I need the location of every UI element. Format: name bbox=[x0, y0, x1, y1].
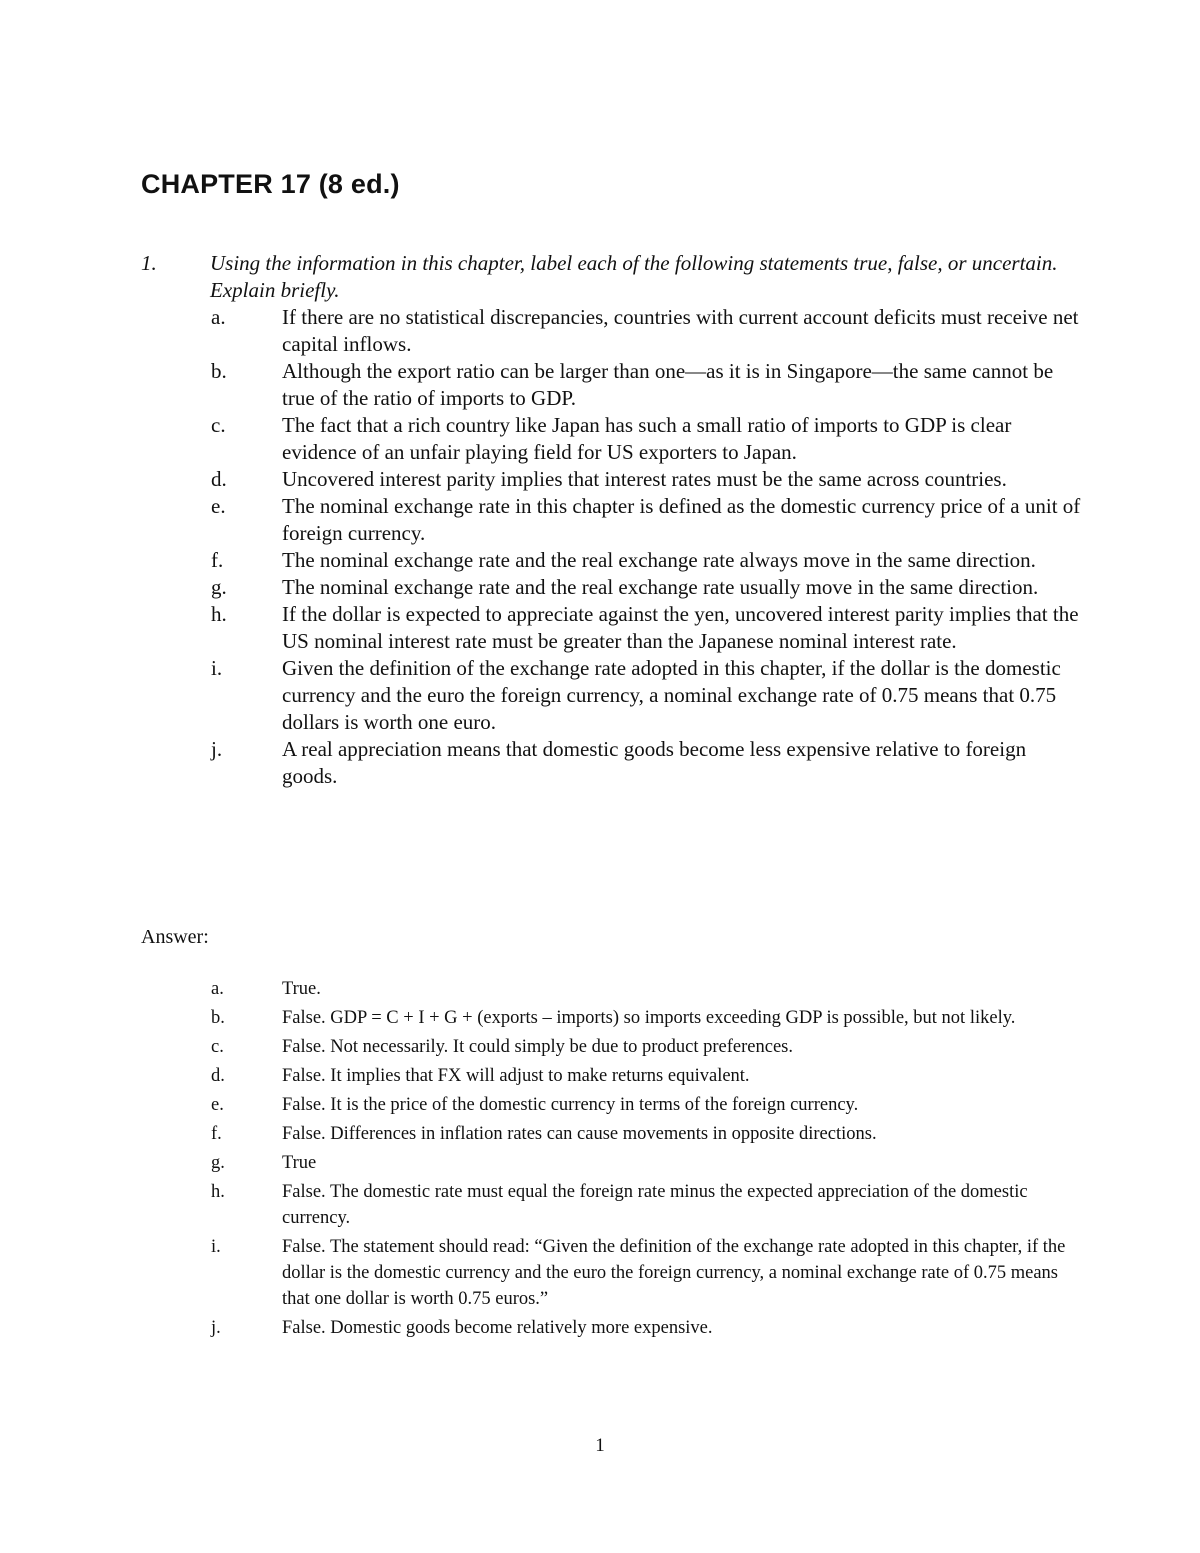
answer-letter: c. bbox=[211, 1037, 224, 1057]
question-prompt bbox=[141, 250, 1081, 304]
answer-text: False. The domestic rate must equal the foreign rate minus the expected appreciation of the domestic currency. bbox=[282, 1182, 1028, 1228]
answer-letter: b. bbox=[211, 1008, 225, 1028]
answer-text: False. It is the price of the domestic currency in terms of the foreign currency. bbox=[282, 1095, 859, 1115]
statement-item bbox=[141, 493, 1081, 547]
answer-letter: a. bbox=[211, 979, 224, 999]
answer-item bbox=[141, 1063, 1081, 1089]
question-1 bbox=[141, 250, 1081, 790]
statement-text: If there are no statistical discrepancies, countries with current account deficits must receive net capital inflows. bbox=[282, 305, 1079, 356]
statement-item bbox=[141, 601, 1081, 655]
statement-text: The nominal exchange rate in this chapter is defined as the domestic currency price of a unit of foreign currency. bbox=[282, 494, 1081, 545]
answer-letter: g. bbox=[211, 1153, 225, 1173]
statement-text: The fact that a rich country like Japan has such a small ratio of imports to GDP is clear evidence of an unfair playing field for US exporters to Japan. bbox=[282, 413, 1012, 464]
answer-text: False. Domestic goods become relatively more expensive. bbox=[282, 1318, 713, 1338]
statement-text: The nominal exchange rate and the real exchange rate always move in the same direction. bbox=[282, 548, 1036, 572]
chapter-title: CHAPTER 17 (8 ed.) bbox=[141, 169, 400, 199]
question-text: Using the information in this chapter, label each of the following statements true, false, or uncertain. Explain briefly. bbox=[210, 251, 1058, 302]
statement-item bbox=[141, 358, 1081, 412]
statement-item bbox=[141, 547, 1081, 574]
statement-letter: f. bbox=[211, 548, 224, 572]
statement-item bbox=[141, 574, 1081, 601]
answer-letter: i. bbox=[211, 1237, 221, 1257]
statement-list bbox=[141, 304, 1081, 790]
answer-item bbox=[141, 1092, 1081, 1118]
page-number: 1 bbox=[595, 1435, 605, 1456]
statement-letter: j. bbox=[211, 737, 223, 761]
answer-letter: e. bbox=[211, 1095, 224, 1115]
statement-letter: a. bbox=[211, 305, 226, 329]
statement-text: Given the definition of the exchange rate adopted in this chapter, if the dollar is the domestic currency and the euro the foreign currency, a nominal exchange rate of 0.75 means that 0.75 dollars is worth one euro. bbox=[282, 656, 1061, 734]
answer-text: True bbox=[282, 1153, 317, 1173]
statement-letter: e. bbox=[211, 494, 226, 518]
answer-text: False. The statement should read: “Given the definition of the exchange rate adopted in this chapter, if the dollar is the domestic currency and the euro the foreign currency, a nominal exchange rate of 0.75 means that one dollar is worth 0.75 euros.” bbox=[282, 1237, 1066, 1309]
statement-letter: b. bbox=[211, 359, 227, 383]
answer-letter: f. bbox=[211, 1124, 222, 1144]
answer-item bbox=[141, 1121, 1081, 1147]
statement-letter: i. bbox=[211, 656, 223, 680]
answer-text: False. GDP = C + I + G + (exports – imports) so imports exceeding GDP is possible, but not likely. bbox=[282, 1008, 1016, 1028]
statement-text: Although the export ratio can be larger than one—as it is in Singapore—the same cannot be true of the ratio of imports to GDP. bbox=[282, 359, 1054, 410]
answer-item bbox=[141, 1179, 1081, 1231]
statement-text: If the dollar is expected to appreciate against the yen, uncovered interest parity implies that the US nominal interest rate must be greater than the Japanese nominal interest rate. bbox=[282, 602, 1079, 653]
answer-item bbox=[141, 1150, 1081, 1176]
statement-letter: c. bbox=[211, 413, 226, 437]
statement-item bbox=[141, 736, 1081, 790]
statement-text: The nominal exchange rate and the real exchange rate usually move in the same direction. bbox=[282, 575, 1039, 599]
answer-heading: Answer: bbox=[141, 926, 209, 948]
answer-letter: h. bbox=[211, 1182, 225, 1202]
statement-item bbox=[141, 655, 1081, 736]
answer-item bbox=[141, 1234, 1081, 1312]
answer-text: False. It implies that FX will adjust to make returns equivalent. bbox=[282, 1066, 750, 1086]
answer-item bbox=[141, 1034, 1081, 1060]
answer-text: False. Not necessarily. It could simply be due to product preferences. bbox=[282, 1037, 793, 1057]
statement-item bbox=[141, 466, 1081, 493]
statement-letter: h. bbox=[211, 602, 227, 626]
statement-text: Uncovered interest parity implies that interest rates must be the same across countries. bbox=[282, 467, 1007, 491]
answer-item bbox=[141, 976, 1081, 1002]
answer-item bbox=[141, 1005, 1081, 1031]
statement-letter: g. bbox=[211, 575, 227, 599]
statement-item bbox=[141, 304, 1081, 358]
statement-letter: d. bbox=[211, 467, 227, 491]
question-number: 1. bbox=[141, 251, 157, 275]
statement-item bbox=[141, 412, 1081, 466]
answer-text: False. Differences in inflation rates can cause movements in opposite directions. bbox=[282, 1124, 877, 1144]
answer-item bbox=[141, 1315, 1081, 1341]
answer-text: True. bbox=[282, 979, 321, 999]
statement-text: A real appreciation means that domestic goods become less expensive relative to foreign goods. bbox=[282, 737, 1027, 788]
answer-letter: j. bbox=[211, 1318, 221, 1338]
answer-list bbox=[141, 976, 1081, 1344]
answer-letter: d. bbox=[211, 1066, 225, 1086]
